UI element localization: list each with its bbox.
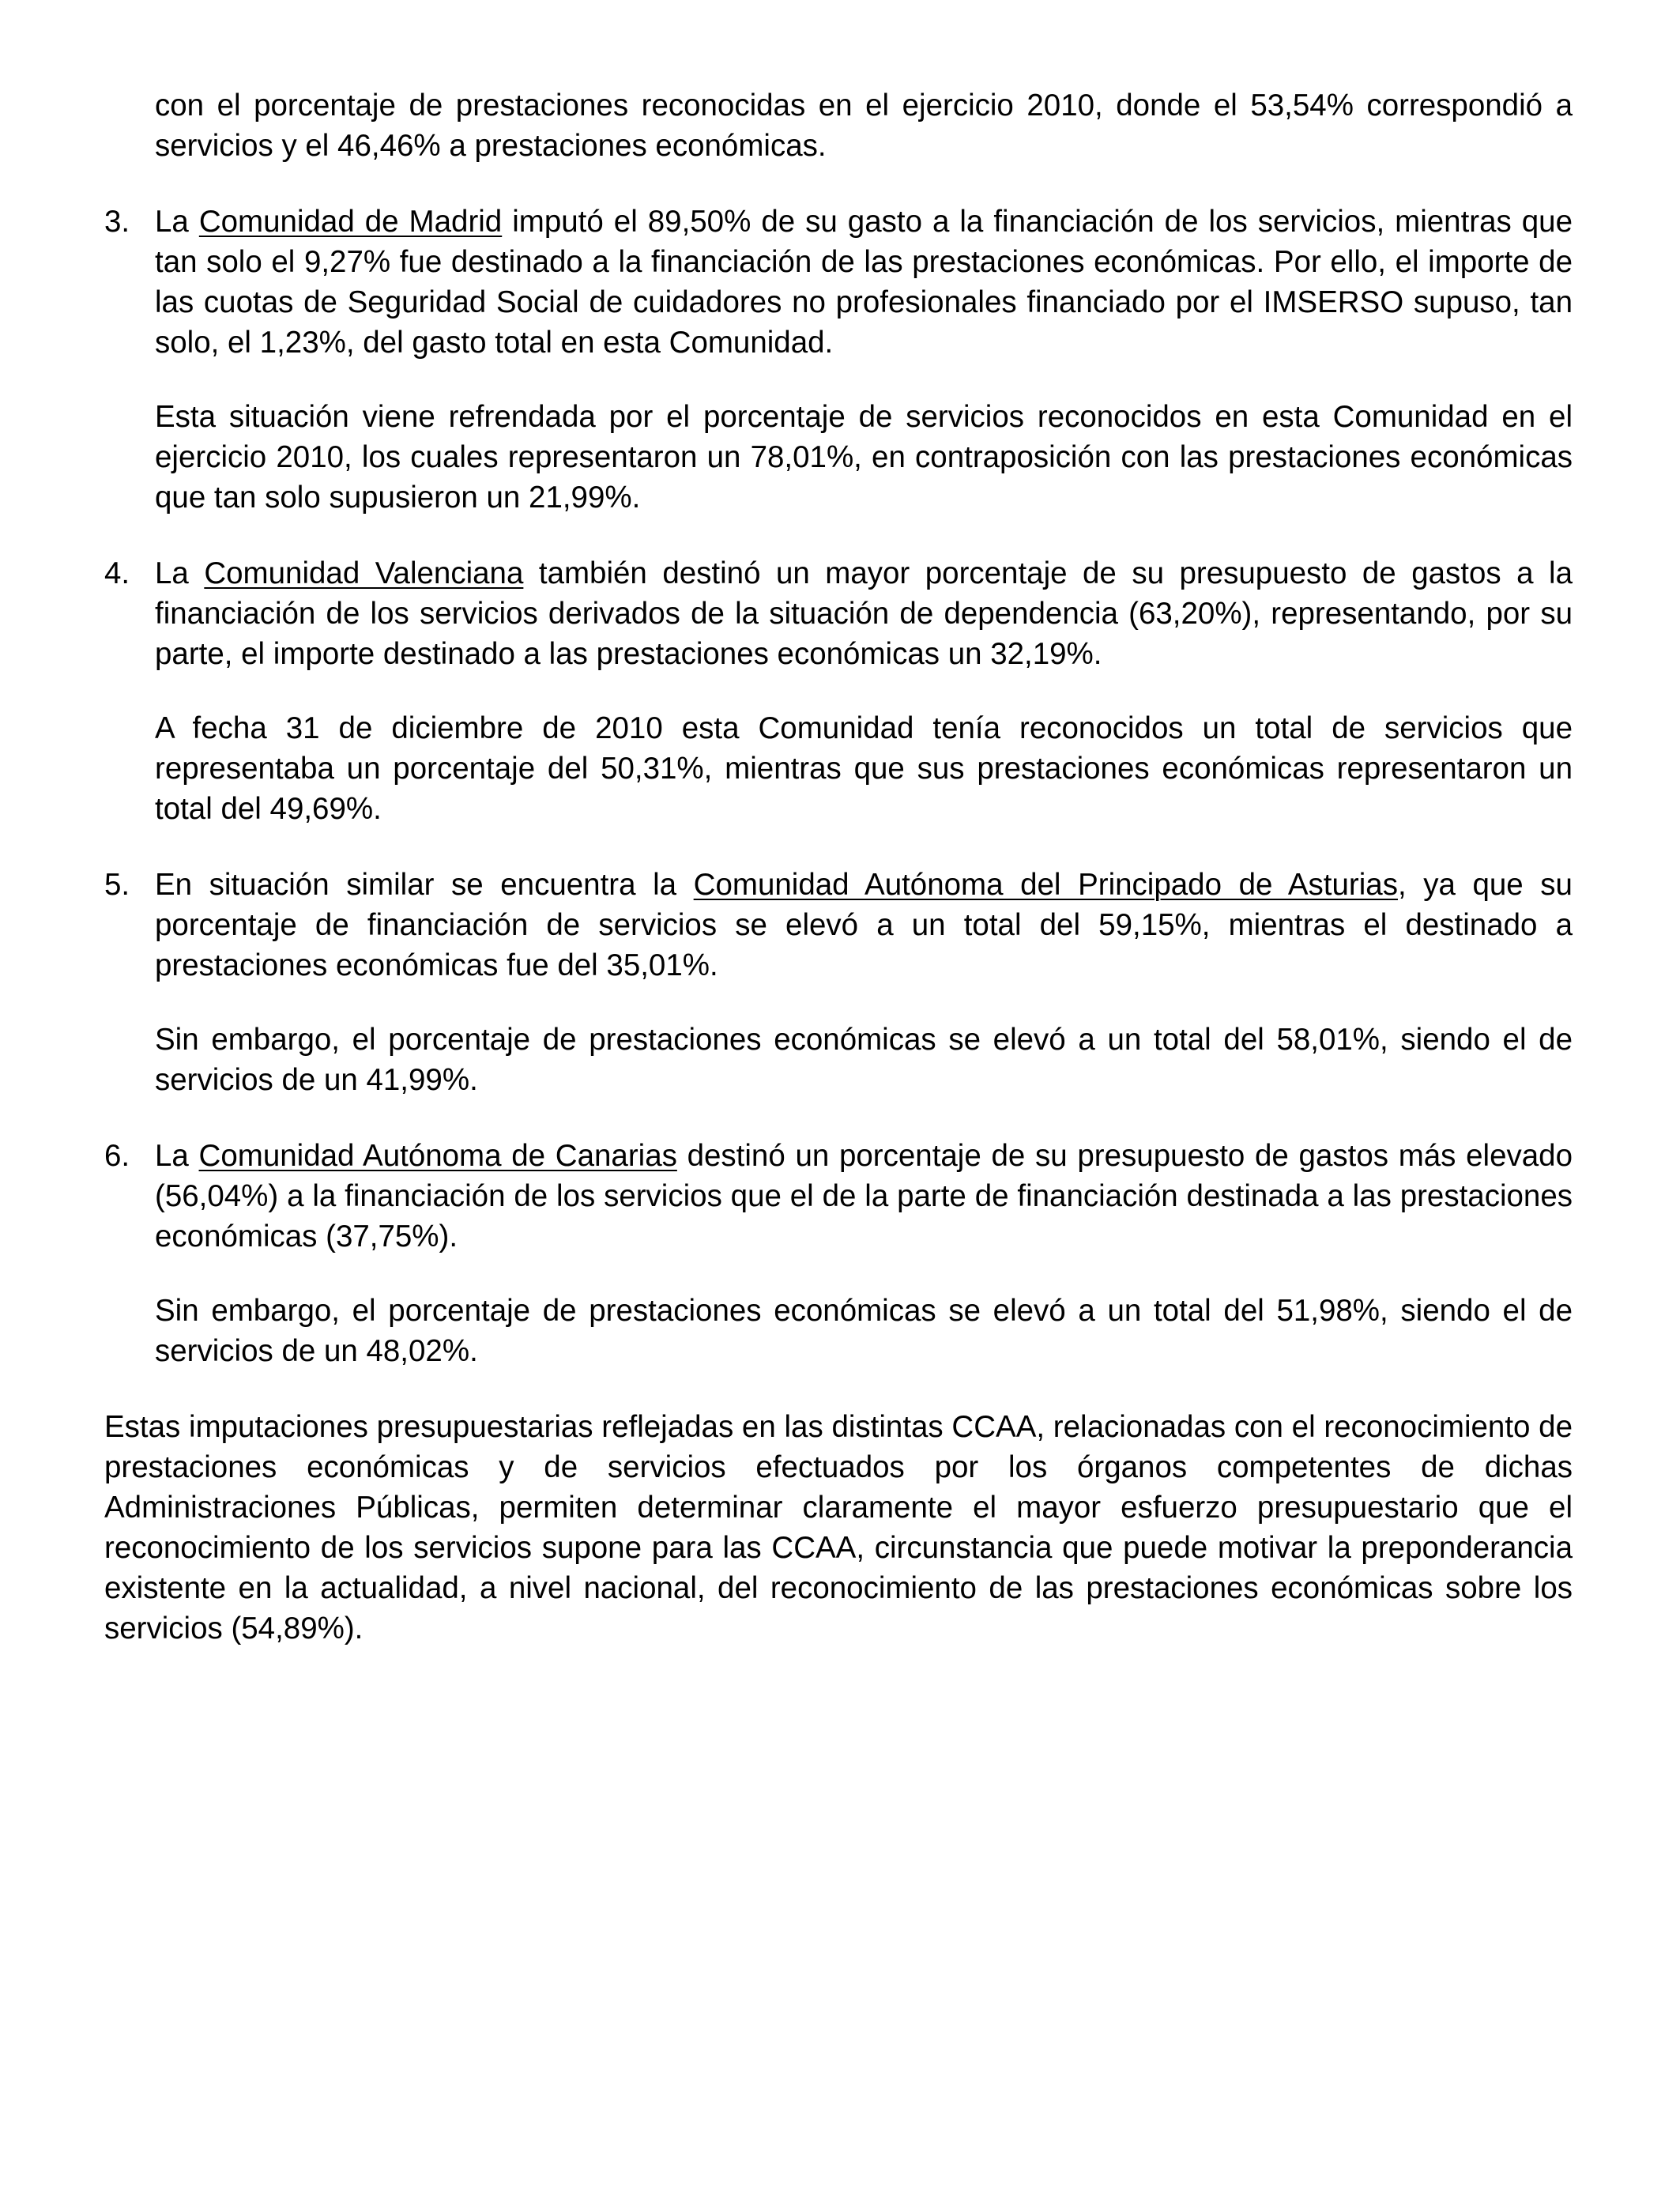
item-text-post: imputó el 89,50% de su gasto a la financiación de los servicios, mientras que tan solo el 9,27% fue destinado a la financiación de las prestaciones económicas. Por ello, el importe de las cuotas de Seguridad Social de cuidadores no profesionales financiado por el IMSERSO supuso, tan solo, el 1,23%, del gasto total en esta Comunidad. bbox=[155, 205, 1573, 360]
follow-paragraph-5: Sin embargo, el porcentaje de prestaciones económicas se elevó a un total del 58,01%, siendo el de servicios de un 41,99%. bbox=[155, 1023, 1573, 1097]
item-text-post: , ya que su porcentaje de financiación de servicios se elevó a un total del 59,15%, mientras el destinado a prestaciones económicas fue del 35,01%. bbox=[155, 868, 1573, 982]
item-text-post: también destinó un mayor porcentaje de su presupuesto de gastos a la financiación de los servicios derivados de la situación de dependencia (63,20%), representando, por su parte, el importe destinado a las prestaciones económicas un 32,19%. bbox=[155, 556, 1573, 671]
list-number: 6. bbox=[104, 1139, 130, 1173]
list-item-5 bbox=[104, 865, 1573, 986]
list-number: 5. bbox=[104, 868, 130, 902]
list-item-3 bbox=[104, 202, 1573, 363]
item-text-pre: La bbox=[155, 205, 199, 239]
item-text-pre: La bbox=[155, 556, 205, 590]
list-number: 4. bbox=[104, 556, 130, 590]
follow-paragraph-6: Sin embargo, el porcentaje de prestaciones económicas se elevó a un total del 51,98%, siendo el de servicios de un 48,02%. bbox=[155, 1294, 1573, 1368]
list-item-6 bbox=[104, 1136, 1573, 1257]
follow-paragraph-4: A fecha 31 de diciembre de 2010 esta Comunidad tenía reconocidos un total de servicios que representaba un porcentaje del 50,31%, mientras que sus prestaciones económicas representaron un total del 49,69%. bbox=[155, 711, 1573, 826]
conclusion-paragraph: Estas imputaciones presupuestarias reflejadas en las distintas CCAA, relacionadas con el reconocimiento de prestaciones económicas y de servicios efectuados por los órganos competentes de dichas Administraciones Públicas, permiten determinar claramente el mayor esfuerzo presupuestario que el reconocimiento de los servicios supone para las CCAA, circunstancia que puede motivar la preponderancia existente en la actualidad, a nivel nacional, del reconocimiento de las prestaciones económicas sobre los servicios (54,89%). bbox=[104, 1410, 1573, 1646]
item-text-pre: La bbox=[155, 1139, 199, 1173]
item-text-post: destinó un porcentaje de su presupuesto de gastos más elevado (56,04%) a la financiación de los servicios que el de la parte de financiación destinada a las prestaciones económicas (37,75%). bbox=[155, 1139, 1573, 1253]
list-number: 3. bbox=[104, 205, 130, 239]
underlined-community-name: Comunidad Valenciana bbox=[204, 556, 524, 590]
continuation-paragraph: con el porcentaje de prestaciones reconocidas en el ejercicio 2010, donde el 53,54% correspondió a servicios y el 46,46% a prestaciones económicas. bbox=[155, 89, 1573, 163]
underlined-community-name: Comunidad Autónoma de Canarias bbox=[198, 1139, 677, 1173]
follow-paragraph-3: Esta situación viene refrendada por el porcentaje de servicios reconocidos en esta Comunidad en el ejercicio 2010, los cuales representaron un 78,01%, en contraposición con las prestaciones económicas que tan solo supusieron un 21,99%. bbox=[155, 400, 1573, 515]
underlined-community-name: Comunidad de Madrid bbox=[198, 205, 503, 239]
underlined-community-name: Comunidad Autónoma del Principado de Asturias bbox=[693, 868, 1398, 902]
list-item-4 bbox=[104, 553, 1573, 674]
document-page bbox=[104, 85, 1573, 1649]
item-text-pre: En situación similar se encuentra la bbox=[155, 868, 694, 902]
